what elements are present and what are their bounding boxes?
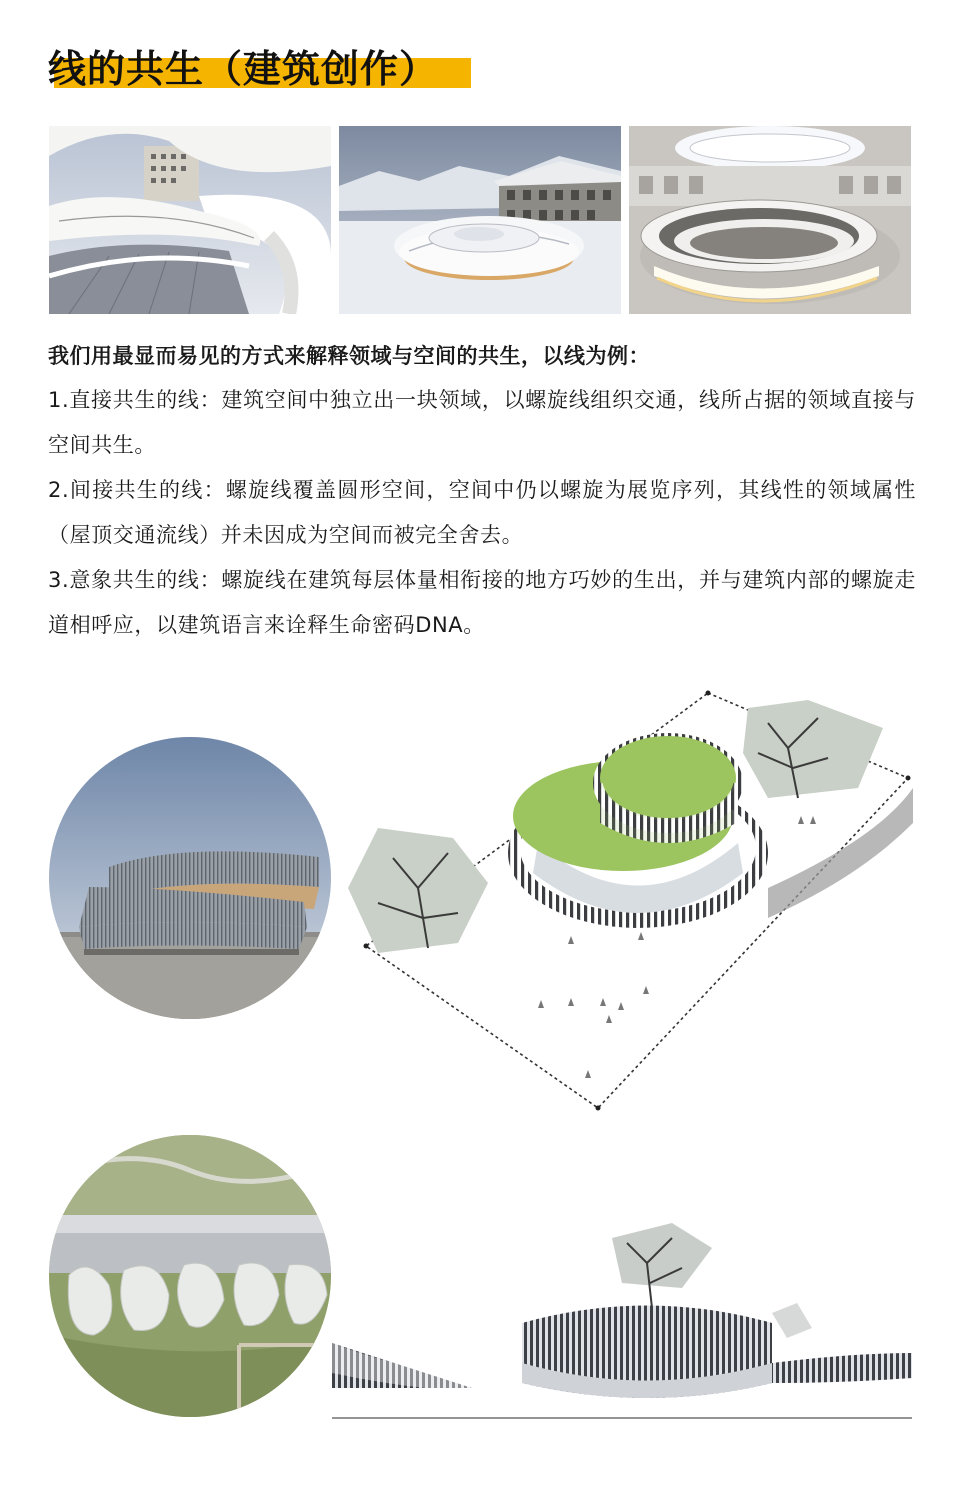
spiral-axonometric-diagram <box>338 688 918 1113</box>
point-imagery: 3.意象共生的线：螺旋线在建筑每层体量相衔接的地方巧妙的生出，并与建筑内部的螺旋走道相呼应，以建筑语言来诠释生命密码DNA。 <box>48 568 916 637</box>
intro-text: 我们用最显而易见的方式来解释领域与空间的共生，以线为例： <box>48 344 650 368</box>
spiral-museum-snow-photo <box>339 126 621 314</box>
title-block <box>48 36 473 90</box>
point-indirect: 2.间接共生的线：螺旋线覆盖圆形空间，空间中仍以螺旋为展览序列，其线性的领域属性（屋顶交通流线）并未因成为空间而被完全舍去。 <box>48 478 916 547</box>
page-title: 线的共生（建筑创作） <box>48 47 439 91</box>
spiral-elevation-diagram <box>332 1213 912 1423</box>
aerial-site-plan-photo <box>49 1135 331 1417</box>
spiral-atrium-photo <box>629 126 911 314</box>
description-block <box>48 338 916 648</box>
point-direct: 1.直接共生的线：建筑空间中独立出一块领域，以螺旋线组织交通，线所占据的领域直接与空间共生。 <box>48 388 916 457</box>
spiral-building-dusk-photo <box>49 737 331 1019</box>
spiral-ramp-interior-photo <box>49 126 331 314</box>
